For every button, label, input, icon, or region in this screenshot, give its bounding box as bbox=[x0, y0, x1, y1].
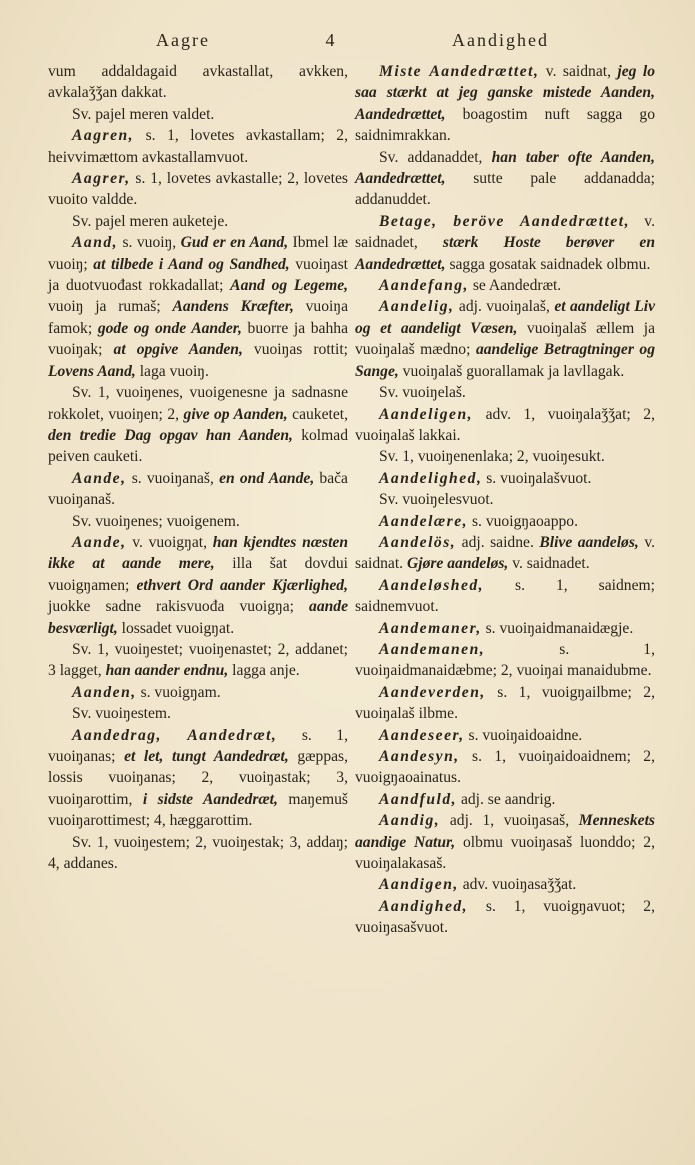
entry-headword: Miste Aandedrættet, bbox=[379, 63, 540, 80]
entry-text: gæppas, lossis vuoiŋanas; 2, vuoiŋastak; 3, vuoiŋarottim, bbox=[48, 748, 348, 808]
entry-text: adv. vuoiŋasaǯǯat. bbox=[458, 876, 577, 894]
entry-headword: Aandighed, bbox=[379, 897, 469, 915]
entry-headword: Aagren, bbox=[72, 127, 135, 145]
entry-example: han kjendtes næsten ikke at aande mere, bbox=[48, 533, 349, 573]
dictionary-entry bbox=[48, 832, 348, 875]
dictionary-entry bbox=[355, 211, 655, 275]
entry-headword: Aandeløshed, bbox=[379, 576, 485, 594]
dictionary-entry bbox=[355, 147, 655, 211]
entry-text: v. saidnat, bbox=[539, 63, 618, 80]
entry-text: vuoiŋalaš ællem ja vuoiŋalaš mædno; bbox=[355, 319, 656, 359]
entry-text: sagga gosatak saidnadek olbmu. bbox=[445, 255, 651, 273]
entry-text: adj. se aandrig. bbox=[457, 790, 556, 808]
dictionary-entry bbox=[355, 489, 655, 510]
dictionary-entry bbox=[48, 232, 348, 382]
entry-text: boagostim nuft sagga go saidnimrakkan. bbox=[355, 105, 655, 145]
running-header bbox=[48, 30, 655, 51]
header-left-word: Aagre bbox=[156, 30, 210, 50]
entry-text: cauketet, bbox=[287, 405, 349, 423]
entry-text: laga vuoiŋ. bbox=[135, 362, 209, 380]
entry-headword: Aandfuld, bbox=[379, 790, 458, 808]
dictionary-entry bbox=[355, 725, 655, 746]
entry-text: vuoiŋa famok; bbox=[48, 298, 348, 337]
entry-headword: Aandeseer, bbox=[379, 726, 465, 744]
entry-text: Sv. vuoiŋelaš. bbox=[379, 384, 466, 402]
entry-text: illa šat dovdui vuoigŋamen; bbox=[48, 555, 348, 594]
entry-text: s. vuoiŋ, bbox=[118, 234, 181, 252]
entry-text: s. 1, vuoiŋaidoaidnem; 2, vuoigŋaoainatus. bbox=[355, 748, 655, 787]
entry-example: Menneskets aandige Natur, bbox=[355, 812, 655, 851]
entry-text: sutte pale addanadda; addanuddet. bbox=[355, 170, 655, 209]
dictionary-entry bbox=[355, 532, 655, 575]
dictionary-entry bbox=[355, 789, 655, 810]
entry-headword: Aande, bbox=[72, 469, 127, 487]
dictionary-entry bbox=[48, 725, 348, 832]
entry-example: Aandens Kræfter, bbox=[172, 298, 294, 316]
entry-text: adj. 1, vuoiŋasaš, bbox=[440, 812, 579, 830]
entry-headword: Aand, bbox=[72, 234, 119, 252]
dictionary-entry bbox=[355, 61, 655, 147]
dictionary-entry bbox=[355, 746, 655, 789]
entry-headword: Aandig, bbox=[379, 812, 441, 830]
entry-headword: Aandesyn, bbox=[379, 748, 460, 765]
entry-text: Sv. pajel meren valdet. bbox=[72, 105, 215, 123]
entry-text: s. 1, vuoigŋailbme; 2, vuoiŋalaš ilbme. bbox=[355, 683, 655, 723]
entry-text: lossadet vuoigŋat. bbox=[117, 619, 235, 637]
dictionary-entry bbox=[48, 125, 348, 168]
entry-text: se Aandedræt. bbox=[468, 277, 562, 295]
entry-text: s. vuoigŋaoappo. bbox=[468, 512, 579, 530]
entry-text: lagga anje. bbox=[228, 662, 300, 680]
entry-example: Gud er en Aand, bbox=[180, 234, 289, 252]
dictionary-entry bbox=[355, 810, 655, 874]
entry-example: aandelige Betragtninger og Sange, bbox=[355, 341, 656, 380]
entry-headword: Aande, bbox=[72, 533, 127, 551]
entry-text: s. vuoiŋanaš, bbox=[126, 469, 220, 487]
entry-text: Sv. vuoiŋelesvuot. bbox=[379, 491, 494, 509]
entry-example: at tilbede i Aand og Sandhed, bbox=[93, 255, 290, 273]
dictionary-entry bbox=[48, 61, 348, 104]
dictionary-entry bbox=[355, 639, 655, 682]
entry-example: aande besværligt, bbox=[48, 598, 348, 637]
entry-text: s. 1, vuoiŋanas; bbox=[48, 726, 348, 765]
entry-text: vuoiŋ ja rumaš; bbox=[48, 298, 173, 316]
entry-text: juokke sadne rakisvuođa vuoigŋa; bbox=[48, 598, 310, 616]
entry-example: en ond Aande, bbox=[219, 469, 315, 487]
entry-headword: Aandedrag, Aandedræt, bbox=[72, 726, 278, 744]
entry-text: adv. 1, vuoiŋalaǯǯat; 2, vuoiŋalaš lakkai. bbox=[355, 405, 655, 444]
entry-headword: Aandeverden, bbox=[379, 683, 486, 701]
entry-text: s. vuoiŋalašvuot. bbox=[482, 469, 592, 487]
entry-text: s. vuoiŋaidoaidne. bbox=[464, 726, 583, 744]
entry-text: v. saidnat. bbox=[355, 533, 655, 573]
entry-example: et aandeligt Liv og et aandeligt Væsen, bbox=[355, 298, 656, 337]
dictionary-entry bbox=[48, 382, 348, 468]
entry-text: s. 1, vuoigŋavuot; 2, vuoiŋasašvuot. bbox=[355, 897, 655, 937]
right-column bbox=[355, 61, 655, 939]
entry-text: maŋemuš vuoiŋarottimest; 4, hæggarottim. bbox=[48, 790, 348, 830]
entry-headword: Aandelös, bbox=[379, 533, 457, 551]
entry-example: Lovens Aand, bbox=[48, 362, 136, 380]
page-number: 4 bbox=[325, 30, 337, 50]
dictionary-entry bbox=[48, 104, 348, 125]
entry-text: olbmu vuoiŋasaš luonddo; 2, vuoiŋalakasaš. bbox=[355, 833, 655, 873]
entry-example: han aander endnu, bbox=[105, 662, 229, 680]
dictionary-entry bbox=[355, 874, 655, 895]
entry-example: ethvert Ord aander Kjærlighed, bbox=[136, 576, 349, 594]
entry-text: vuoiŋas rottit; bbox=[242, 341, 349, 359]
entry-text: adj. saidne. bbox=[456, 533, 540, 551]
entry-headword: Aandigen, bbox=[379, 876, 459, 894]
dictionary-entry bbox=[48, 211, 348, 232]
dictionary-entry bbox=[48, 168, 348, 211]
dictionary-entry bbox=[48, 532, 348, 639]
entry-text: Ibmel læ vuoiŋ; bbox=[48, 234, 349, 273]
entry-text: adj. vuoiŋalaš, bbox=[454, 298, 555, 316]
dictionary-entry bbox=[355, 446, 655, 467]
entry-example: i sidste Aandedræt, bbox=[142, 790, 278, 808]
entry-headword: Aandeligen, bbox=[379, 405, 474, 423]
left-column bbox=[48, 61, 348, 939]
entry-headword: Aandefang, bbox=[379, 277, 469, 295]
dictionary-entry bbox=[355, 404, 655, 447]
entry-text: vuoiŋast ja duotvuođast rokkadallat; bbox=[48, 255, 348, 295]
entry-text: Sv. vuoiŋestem. bbox=[72, 705, 171, 723]
entry-headword: Aandelig, bbox=[379, 298, 455, 316]
entry-headword: Aagrer, bbox=[72, 170, 131, 188]
entry-text: kolmad peiven cauketi. bbox=[48, 426, 348, 466]
dictionary-entry bbox=[355, 896, 655, 939]
entry-headword: Aandelære, bbox=[379, 512, 469, 530]
entry-text: Sv. vuoiŋenes; vuoigenem. bbox=[72, 512, 240, 530]
entry-text: vuoiŋalaš guorallamak ja lavllagak. bbox=[398, 362, 625, 380]
entry-text: s. 1, lovetes avkastalle; 2, lovetes vuoito valdde. bbox=[48, 170, 348, 209]
dictionary-entry bbox=[48, 468, 348, 511]
entry-text: Sv. 1, vuoiŋestet; vuoiŋenastet; 2, addanet; 3 lagget, bbox=[48, 640, 348, 680]
entry-text: s. 1, saidnem; saidnemvuot. bbox=[355, 576, 655, 616]
entry-text: v. vuoigŋat, bbox=[126, 533, 213, 551]
entry-example: den tredie Dag opgav han Aanden, bbox=[48, 426, 293, 444]
entry-example: Aand og Legeme, bbox=[230, 277, 349, 295]
entry-text: s. 1, lovetes avkastallam; 2, heivvimættom avkastallamvuot. bbox=[48, 127, 348, 166]
entry-text: v. saidnadet. bbox=[508, 555, 590, 573]
dictionary-entry bbox=[355, 618, 655, 639]
entry-text: s. vuoigŋam. bbox=[136, 683, 221, 701]
entry-text: Sv. 1, vuoiŋenenlaka; 2, vuoiŋesukt. bbox=[379, 448, 605, 466]
entry-text: s. 1, vuoiŋaidmanaidæbme; 2, vuoiŋai manaidubme. bbox=[355, 640, 655, 680]
entry-example: Gjøre aandeløs, bbox=[406, 555, 509, 573]
entry-example: han taber ofte Aanden, Aandedrættet, bbox=[355, 148, 656, 188]
entry-text: v. saidnadet, bbox=[355, 212, 655, 252]
entry-text: Sv. addanaddet, bbox=[379, 148, 492, 166]
dictionary-entry bbox=[48, 639, 348, 682]
entry-headword: Aandelighed, bbox=[379, 469, 483, 487]
entry-text: Sv. 1, vuoiŋestem; 2, vuoiŋestak; 3, addaŋ; 4, addanes. bbox=[48, 833, 348, 873]
dictionary-entry bbox=[48, 703, 348, 724]
entry-example: jeg lo saa stærkt at jeg ganske mistede Aanden, Aandedrættet, bbox=[355, 63, 655, 123]
entry-headword: Aandemanen, bbox=[379, 640, 486, 658]
two-column-body bbox=[48, 61, 655, 939]
dictionary-entry bbox=[355, 682, 655, 725]
entry-text: Sv. pajel meren auketeje. bbox=[72, 212, 229, 230]
dictionary-entry bbox=[48, 511, 348, 532]
entry-example: at opgive Aanden, bbox=[113, 341, 243, 359]
entry-example: stærk Hoste berøver en Aandedrættet, bbox=[355, 234, 655, 273]
entry-example: give op Aanden, bbox=[183, 405, 288, 423]
dictionary-entry bbox=[355, 275, 655, 296]
entry-example: et let, tungt Aandedræt, bbox=[124, 748, 289, 765]
header-right-word: Aandighed bbox=[452, 30, 549, 50]
entry-text: vum addaldagaid avkastallat, avkken, avkalaǯǯan dakkat. bbox=[48, 63, 348, 102]
entry-example: gode og onde Aander, bbox=[97, 319, 242, 337]
entry-text: s. vuoiŋaidmanaidægje. bbox=[481, 619, 634, 637]
entry-headword: Aanden, bbox=[72, 683, 137, 701]
dictionary-entry bbox=[355, 468, 655, 489]
dictionary-entry bbox=[355, 382, 655, 403]
dictionary-entry bbox=[355, 575, 655, 618]
entry-text: Sv. 1, vuoiŋenes, vuoigenesne ja sadnasne rokkolet, vuoiŋen; 2, bbox=[48, 384, 348, 423]
entry-text: bača vuoiŋanaš. bbox=[48, 469, 348, 509]
dictionary-entry bbox=[48, 682, 348, 703]
entry-headword: Aandemaner, bbox=[379, 619, 482, 637]
dictionary-entry bbox=[355, 511, 655, 532]
dictionary-entry bbox=[355, 296, 655, 382]
entry-headword: Betage, beröve Aandedrættet, bbox=[379, 212, 631, 230]
entry-text: buorre ja bahha vuoiŋak; bbox=[48, 319, 348, 359]
entry-example: Blive aandeløs, bbox=[539, 533, 639, 551]
